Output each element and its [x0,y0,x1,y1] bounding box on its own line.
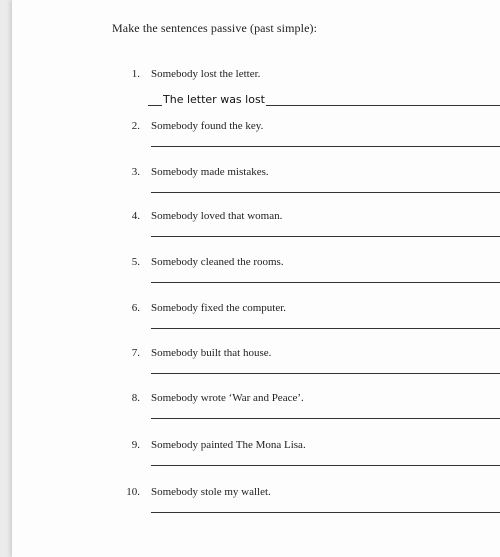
exercise-item [0,347,500,391]
item-sentence: Somebody stole my wallet. [151,486,271,498]
worksheet-instruction: Make the sentences passive (past simple): [112,21,318,35]
answer-field[interactable] [148,90,500,106]
item-number: 3. [131,166,140,178]
answer-line[interactable] [151,465,500,466]
item-sentence: Somebody loved that woman. [151,210,283,222]
item-sentence: Somebody lost the letter. [151,68,261,80]
item-number: 4. [131,210,140,222]
item-sentence: Somebody fixed the computer. [151,302,287,314]
exercise-item [0,486,500,530]
answer-line[interactable] [151,418,500,419]
item-number: 1. [131,68,140,80]
handwritten-answer: The letter was lost [163,93,265,106]
item-number: 2. [131,120,140,132]
exercise-item [0,68,500,112]
item-sentence: Somebody wrote ‘War and Peace’. [151,392,304,404]
exercise-item [0,210,500,254]
answer-line[interactable] [151,282,500,283]
item-number: 9. [131,439,140,451]
item-number: 6. [131,302,140,314]
exercise-item [0,302,500,346]
item-sentence: Somebody cleaned the rooms. [151,256,284,268]
exercise-item [0,166,500,210]
exercise-item [0,439,500,483]
item-sentence: Somebody made mistakes. [151,166,269,178]
answer-line[interactable] [151,512,500,513]
item-number: 10. [126,486,140,498]
item-number: 7. [131,347,140,359]
answer-underline-tail [266,93,500,106]
answer-underline-lead [148,93,162,106]
item-sentence: Somebody built that house. [151,347,272,359]
exercise-item [0,392,500,436]
answer-line[interactable] [151,192,500,193]
item-number: 5. [131,256,140,268]
item-sentence: Somebody found the key. [151,120,264,132]
exercise-item [0,256,500,300]
exercise-item [0,120,500,164]
item-sentence: Somebody painted The Mona Lisa. [151,439,306,451]
answer-line[interactable] [151,146,500,147]
item-number: 8. [131,392,140,404]
answer-line[interactable] [151,373,500,374]
answer-line[interactable] [151,328,500,329]
answer-line[interactable] [151,236,500,237]
